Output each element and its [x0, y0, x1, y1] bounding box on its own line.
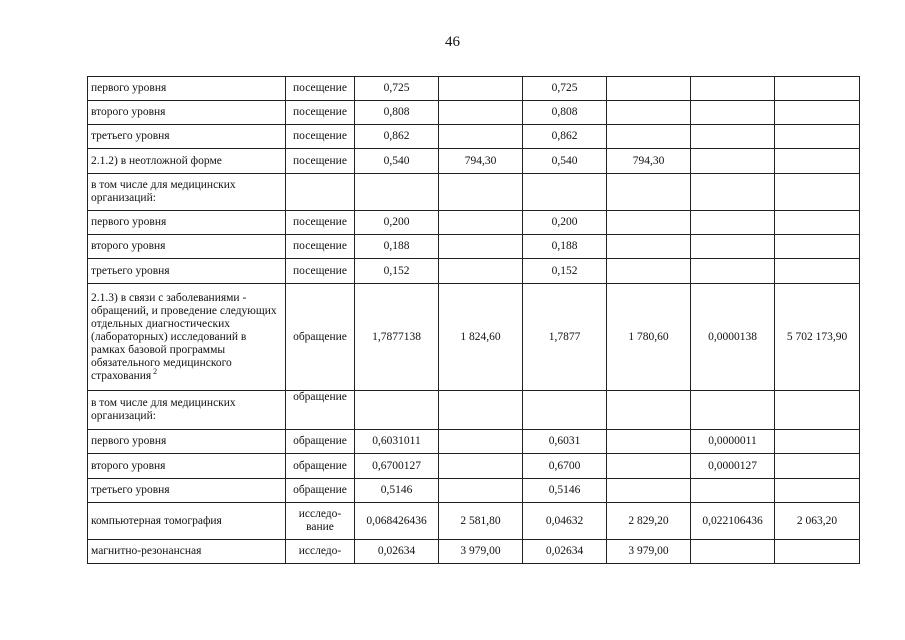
row-label: третьего уровня — [88, 259, 286, 284]
value-cell: 0,0000138 — [691, 284, 775, 391]
value-cell — [691, 391, 775, 430]
value-cell — [691, 235, 775, 259]
value-cell: 0,808 — [523, 101, 607, 125]
value-cell: 0,5146 — [355, 479, 439, 503]
row-label: второго уровня — [88, 454, 286, 479]
value-cell: 3 979,00 — [607, 540, 691, 564]
value-cell: 0,862 — [523, 125, 607, 149]
value-cell — [439, 235, 523, 259]
value-cell: 0,725 — [355, 77, 439, 101]
value-cell: 0,540 — [523, 149, 607, 174]
value-cell: 2 581,80 — [439, 503, 523, 540]
value-cell: 0,068426436 — [355, 503, 439, 540]
row-label: 2.1.2) в неотложной форме — [88, 149, 286, 174]
value-cell — [607, 430, 691, 454]
value-cell: 0,022106436 — [691, 503, 775, 540]
row-label: первого уровня — [88, 430, 286, 454]
value-cell — [775, 149, 860, 174]
value-cell: 0,152 — [355, 259, 439, 284]
unit-cell: посещение — [286, 125, 355, 149]
value-cell — [691, 259, 775, 284]
value-cell — [691, 149, 775, 174]
row-label: первого уровня — [88, 77, 286, 101]
value-cell — [355, 391, 439, 430]
value-cell — [607, 454, 691, 479]
value-cell: 0,188 — [355, 235, 439, 259]
value-cell — [691, 211, 775, 235]
value-cell: 794,30 — [439, 149, 523, 174]
unit-cell: обращение — [286, 479, 355, 503]
value-cell — [775, 479, 860, 503]
value-cell: 0,152 — [523, 259, 607, 284]
table-row — [88, 540, 860, 564]
table-row — [88, 503, 860, 540]
page-number: 46 — [445, 34, 460, 50]
table-row — [88, 454, 860, 479]
value-cell — [523, 174, 607, 211]
unit-cell: посещение — [286, 211, 355, 235]
unit-cell: обращение — [286, 430, 355, 454]
row-label: магнитно-резонансная — [88, 540, 286, 564]
value-cell — [439, 430, 523, 454]
unit-cell: обращение — [286, 454, 355, 479]
unit-cell: исследо- — [286, 540, 355, 564]
table-row — [88, 259, 860, 284]
value-cell — [607, 259, 691, 284]
row-label: 2.1.3) в связи с заболеваниями - обращений, и проведение следующих отдельных диагностических (лабораторных) исследований в рамках базовой программы обязательного медицинского страхования $^2$ — [88, 284, 286, 391]
value-cell — [775, 454, 860, 479]
value-cell — [691, 479, 775, 503]
table-row — [88, 125, 860, 149]
unit-cell: обращение — [286, 391, 355, 430]
value-cell — [691, 174, 775, 211]
value-cell — [523, 391, 607, 430]
row-label: в том числе для медицинских организаций: — [88, 174, 286, 211]
value-cell — [691, 77, 775, 101]
unit-cell: посещение — [286, 77, 355, 101]
value-cell: 0,862 — [355, 125, 439, 149]
value-cell: 0,200 — [523, 211, 607, 235]
value-cell: 0,6031011 — [355, 430, 439, 454]
value-cell — [691, 125, 775, 149]
unit-cell — [286, 174, 355, 211]
value-cell: 0,188 — [523, 235, 607, 259]
value-cell — [775, 391, 860, 430]
value-cell — [607, 77, 691, 101]
value-cell — [775, 540, 860, 564]
value-cell — [775, 430, 860, 454]
value-cell — [775, 211, 860, 235]
table-row — [88, 174, 860, 211]
value-cell: 0,808 — [355, 101, 439, 125]
unit-cell: исследо-вание — [286, 503, 355, 540]
value-cell — [439, 391, 523, 430]
row-label: в том числе для медицинских организаций: — [88, 391, 286, 430]
value-cell: 3 979,00 — [439, 540, 523, 564]
row-label: второго уровня — [88, 101, 286, 125]
value-cell — [439, 479, 523, 503]
value-cell: 794,30 — [607, 149, 691, 174]
value-cell: 1 780,60 — [607, 284, 691, 391]
value-cell — [607, 235, 691, 259]
table-row — [88, 149, 860, 174]
value-cell: 5 702 173,90 — [775, 284, 860, 391]
footnote-mark: 2 — [151, 366, 158, 376]
value-cell: 2 829,20 — [607, 503, 691, 540]
unit-cell: посещение — [286, 259, 355, 284]
value-cell: 0,725 — [523, 77, 607, 101]
value-cell — [607, 211, 691, 235]
value-cell — [691, 540, 775, 564]
value-cell: 0,02634 — [523, 540, 607, 564]
value-cell: 0,5146 — [523, 479, 607, 503]
value-cell — [607, 479, 691, 503]
value-cell — [775, 259, 860, 284]
unit-cell: посещение — [286, 149, 355, 174]
table-row — [88, 479, 860, 503]
value-cell — [607, 391, 691, 430]
value-cell: 0,200 — [355, 211, 439, 235]
unit-cell: обращение — [286, 284, 355, 391]
value-cell: 0,02634 — [355, 540, 439, 564]
row-label: третьего уровня — [88, 125, 286, 149]
value-cell: 0,04632 — [523, 503, 607, 540]
value-cell — [439, 259, 523, 284]
value-cell — [439, 174, 523, 211]
table-row — [88, 284, 860, 391]
value-cell — [775, 174, 860, 211]
value-cell — [439, 77, 523, 101]
value-cell: 0,0000127 — [691, 454, 775, 479]
value-cell — [775, 235, 860, 259]
table-row — [88, 101, 860, 125]
row-label: второго уровня — [88, 235, 286, 259]
value-cell — [607, 125, 691, 149]
value-cell — [775, 101, 860, 125]
value-cell — [691, 101, 775, 125]
value-cell: 0,540 — [355, 149, 439, 174]
value-cell — [775, 125, 860, 149]
value-cell: 0,6031 — [523, 430, 607, 454]
table-row — [88, 211, 860, 235]
table-row — [88, 430, 860, 454]
value-cell: 1,7877 — [523, 284, 607, 391]
value-cell — [439, 454, 523, 479]
table-row — [88, 391, 860, 430]
table-row — [88, 77, 860, 101]
value-cell: 0,0000011 — [691, 430, 775, 454]
tariff-table — [87, 76, 860, 564]
row-label: третьего уровня — [88, 479, 286, 503]
value-cell: 1 824,60 — [439, 284, 523, 391]
table-row — [88, 235, 860, 259]
value-cell — [607, 174, 691, 211]
value-cell: 0,6700 — [523, 454, 607, 479]
value-cell — [775, 77, 860, 101]
value-cell: 0,6700127 — [355, 454, 439, 479]
row-label: первого уровня — [88, 211, 286, 235]
unit-cell: посещение — [286, 101, 355, 125]
row-label: компьютерная томография — [88, 503, 286, 540]
value-cell — [439, 125, 523, 149]
value-cell — [607, 101, 691, 125]
value-cell — [439, 211, 523, 235]
value-cell — [439, 101, 523, 125]
value-cell: 1,7877138 — [355, 284, 439, 391]
value-cell — [355, 174, 439, 211]
value-cell: 2 063,20 — [775, 503, 860, 540]
unit-cell: посещение — [286, 235, 355, 259]
